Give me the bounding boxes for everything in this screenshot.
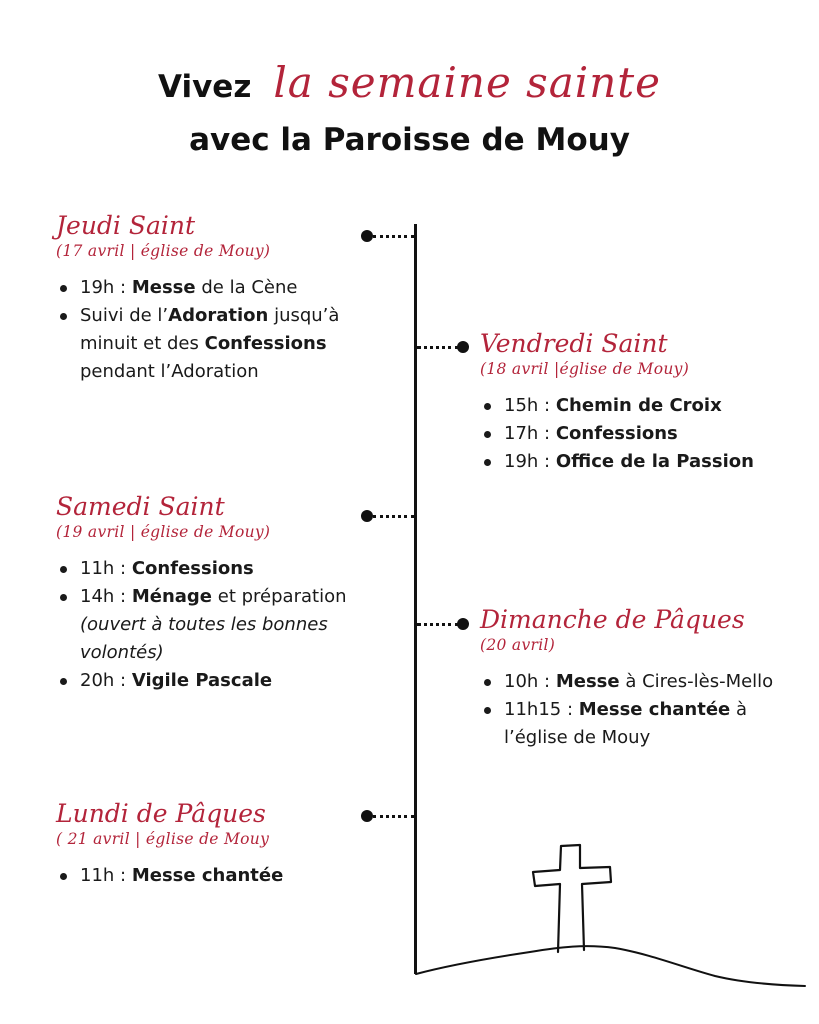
list-item: 11h : Messe chantée [56,862,386,890]
section-dimanche-de-paques [480,606,780,752]
day-title: Lundi de Pâques [56,799,266,828]
event-list [480,668,780,752]
section-vendredi-saint [480,330,800,476]
title-word-vivez: Vivez [158,69,252,105]
section-samedi-saint [56,493,386,695]
day-title: Jeudi Saint [56,211,196,240]
day-title: Dimanche de Pâques [480,605,745,634]
timeline-dot-dimanche [457,618,469,630]
day-subtitle: (20 avril) [480,635,556,654]
section-jeudi-saint [56,212,386,386]
title-line-2: avec la Paroisse de Mouy [189,122,630,158]
list-item: 10h : Messe à Cires-lès-Mello [480,668,780,696]
day-title: Vendredi Saint [480,329,668,358]
event-list [56,555,386,695]
day-subtitle: (18 avril |église de Mouy) [480,359,690,378]
list-item: 11h : Confessions [56,555,386,583]
title-line-1 [0,58,819,107]
list-item: Suivi de l’Adoration jusqu’à minuit et des Confessions pendant l’Adoration [56,302,386,386]
timeline-connector-vendredi [417,346,459,349]
day-subtitle: (17 avril | église de Mouy) [56,241,271,260]
list-item: 14h : Ménage et préparation (ouvert à toutes les bonnes volontés) [56,583,386,667]
section-lundi-de-paques [56,800,386,890]
cross-on-hill-illustration [410,830,810,1000]
day-title: Samedi Saint [56,492,225,521]
title-script: la semaine sainte [273,58,661,107]
list-item: 11h15 : Messe chantée à l’église de Mouy [480,696,780,752]
timeline-dot-vendredi [457,341,469,353]
list-item: 15h : Chemin de Croix [480,392,800,420]
list-item: 17h : Confessions [480,420,800,448]
day-subtitle: ( 21 avril | église de Mouy [56,829,270,848]
event-list [56,862,386,890]
event-list [480,392,800,476]
list-item: 19h : Messe de la Cène [56,274,386,302]
list-item: 20h : Vigile Pascale [56,667,386,695]
event-list [56,274,386,386]
list-item: 19h : Office de la Passion [480,448,800,476]
timeline-connector-dimanche [417,623,459,626]
day-subtitle: (19 avril | église de Mouy) [56,522,271,541]
